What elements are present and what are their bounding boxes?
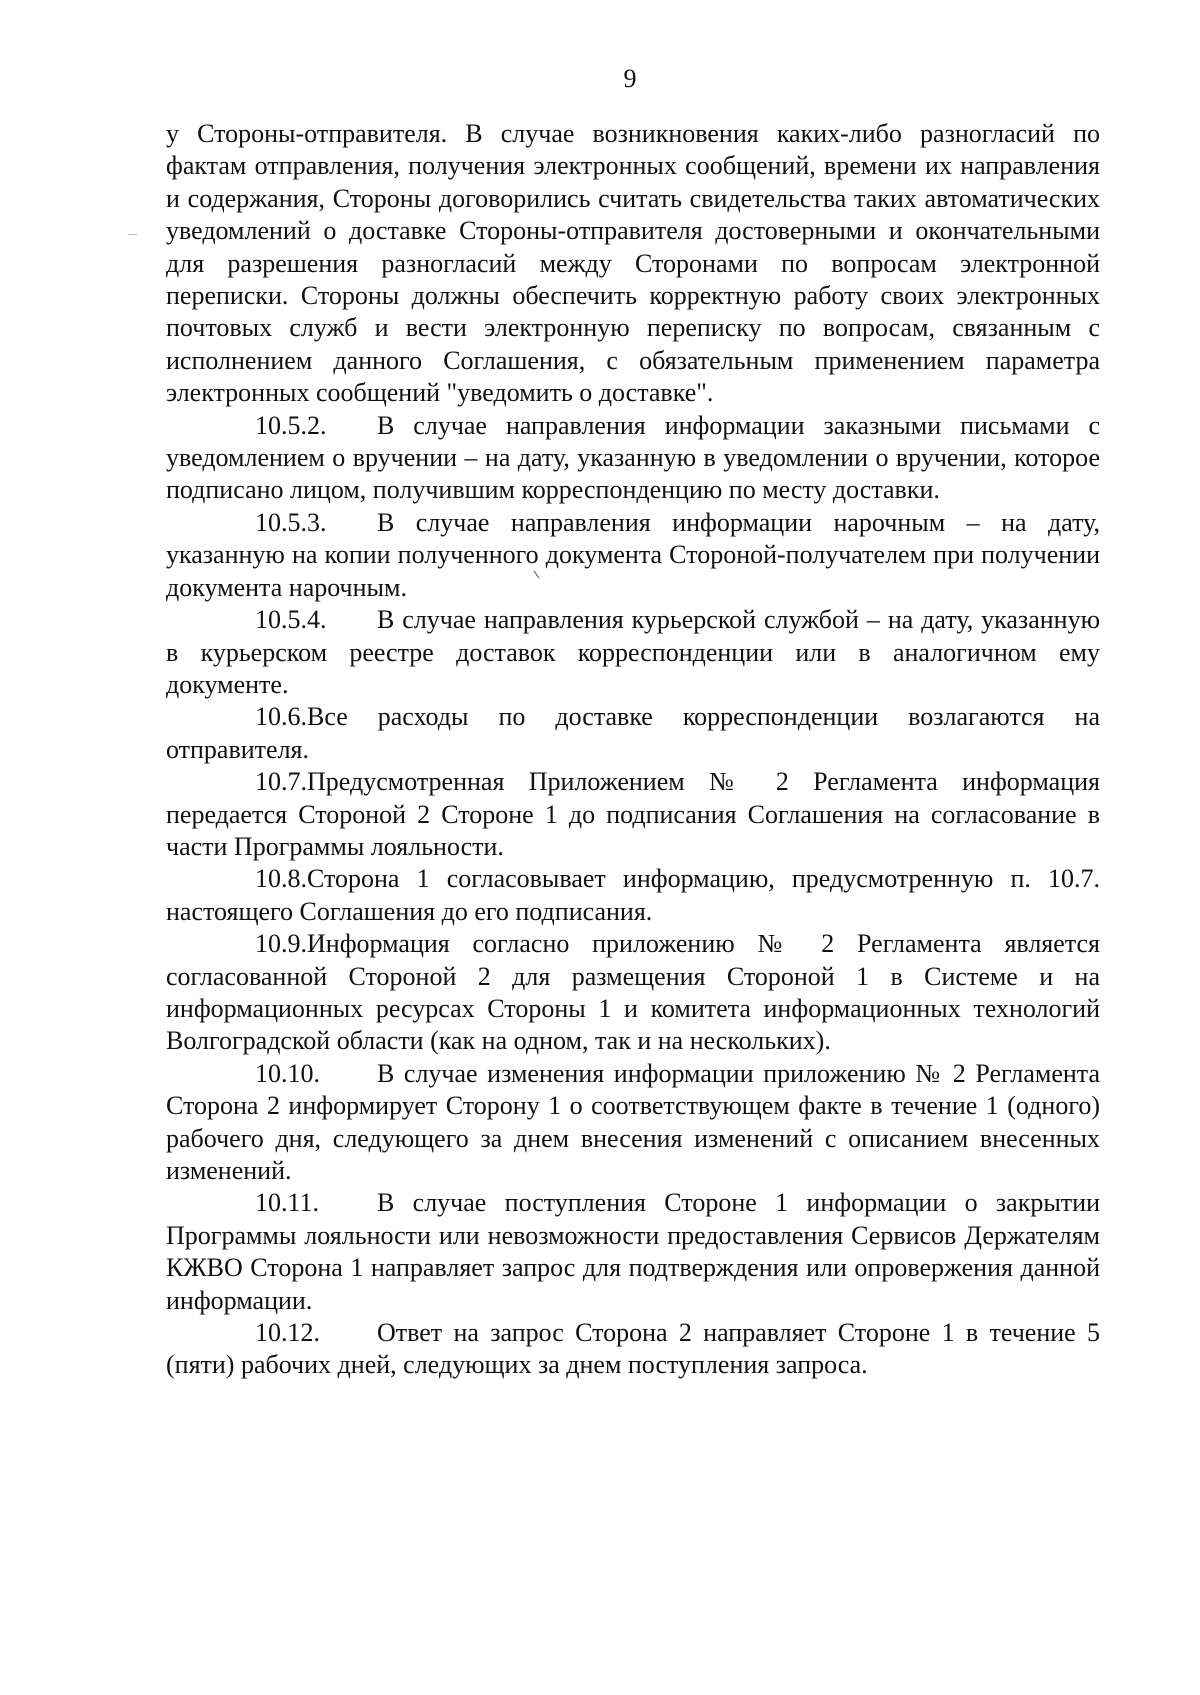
clause-number: 10.12. — [255, 1318, 320, 1348]
clause-text: В случае направления информации нарочным – на дату, указанную на копии полученного документа Стороной-получателем при получении документа нарочным. — [166, 507, 1100, 602]
clause-10-5-4 — [166, 604, 1100, 701]
clause-text: 10.9.Информация согласно приложению № 2 Регламента является согласованной Стороной 2 для размещения Стороной 1 в Системе и на информационных ресурсах Стороны 1 и комитета информационных технологий Волгоградской области (как на одном, так и на нескольких). — [166, 929, 1100, 1056]
clause-text: 10.6.Все расходы по доставке корреспонденции возлагаются на отправителя. — [166, 702, 1100, 764]
clause-10-5-2 — [166, 410, 1100, 507]
clause-10-8 — [166, 863, 1100, 928]
clause-10-9 — [166, 928, 1100, 1058]
clause-number: 10.5.3. — [255, 507, 327, 537]
clause-text: 10.8.Сторона 1 согласовывает информацию, предусмотренную п. 10.7. настоящего Соглашения до его подписания. — [166, 864, 1100, 926]
clause-text: В случае направления курьерской службой – на дату, указанную в курьерском реестре доставок корреспонденции или в аналогичном ему документе. — [166, 605, 1100, 699]
clause-10-6 — [166, 701, 1100, 766]
clause-number: 10.5.4. — [255, 605, 327, 635]
paragraph-continuation — [166, 118, 1100, 410]
clause-10-7 — [166, 766, 1100, 863]
page-number: 9 — [623, 64, 637, 93]
clause-10-10 — [166, 1058, 1100, 1188]
clause-number: 10.11. — [255, 1188, 320, 1218]
clause-text: В случае поступления Стороне 1 информации о закрытии Программы лояльности или невозможности предоставления Сервисов Держателям КЖВО Сторона 1 направляет запрос для подтверждения или опровержения данной информации. — [166, 1188, 1100, 1315]
clause-text: 10.7.Предусмотренная Приложением № 2 Регламента информация передается Стороной 2 Стороне 1 до подписания Соглашения на согласование в части Программы лояльности. — [166, 767, 1100, 861]
document-body — [166, 118, 1100, 1382]
clause-text: В случае изменения информации приложению № 2 Регламента Сторона 2 информирует Сторону 1 о соответствующем факте в течение 1 (одного) рабочего дня, следующего за днем внесения изменений с описанием внесенных изменений. — [166, 1058, 1100, 1185]
clause-10-12 — [166, 1317, 1100, 1382]
clause-10-11 — [166, 1187, 1100, 1317]
clause-number: 10.5.2. — [255, 410, 327, 440]
clause-text: Ответ на запрос Сторона 2 направляет Стороне 1 в течение 5 (пяти) рабочих дней, следующих за днем поступления запроса. — [166, 1318, 1100, 1380]
clause-10-5-3 — [166, 507, 1100, 604]
margin-mark — [128, 234, 137, 235]
clause-text: В случае направления информации заказными письмами с уведомлением о вручении – на дату, указанную в уведомлении о вручении, которое подписано лицом, получившим корреспонденцию по месту доставки. — [166, 410, 1100, 505]
paragraph-text: у Стороны-отправителя. В случае возникновения каких-либо разногласий по фактам отправления, получения электронных сообщений, времени их направления и содержания, Стороны договорились считать свидетельства таких автоматических уведомлений о доставке Стороны-отправителя достоверными и окончательными для разрешения разногласий между Сторонами по вопросам электронной переписки. Стороны должны обеспечить корректную работу своих электронных почтовых служб и вести электронную переписку по вопросам, связанным с исполнением данного Соглашения, с обязательным применением параметра электронных сообщений "уведомить о доставке". — [166, 119, 1100, 408]
clause-number: 10.10. — [255, 1058, 320, 1088]
